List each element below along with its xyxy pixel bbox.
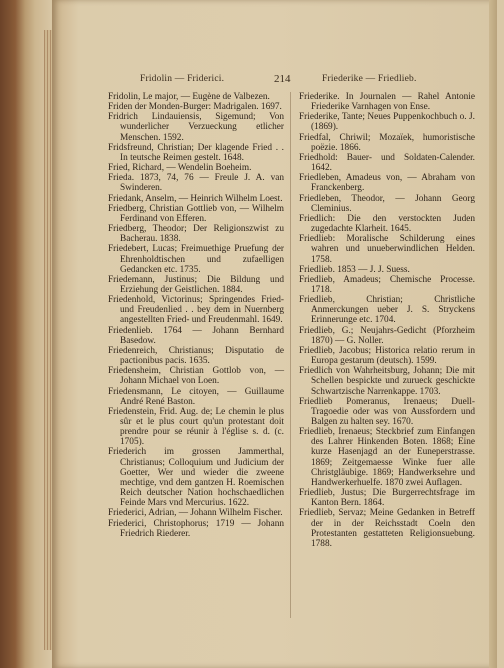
entry: Friedlieb, Irenaeus; Steckbrief zum Einfangen des Lahrer Hinkenden Boten. 1868; Eine kurze Hasenjagd an der Euneperstrasse. 1869; Zeitgemaesse Winke fuer alle Christgläubige. 1869; Handwerksehre und Handwerkerhuelfe. 1870 zwei Auflagen. xyxy=(299,427,475,488)
entry: Friedlieb: Moralische Schilderung eines wahren und unueberwindlichen Helden. 1758. xyxy=(299,234,475,265)
entry: Friedlieb, Christian; Christliche Anmerckungen ueber J. S. Stryckens Erinnerunge etc. 1704. xyxy=(299,295,475,326)
entry: Friedleben, Theodor, — Johann Georg Cleminius. xyxy=(299,193,475,214)
page-number: 214 xyxy=(274,73,291,85)
entry: Friederike, Tante; Neues Puppenkochbuch o. J. (1869). xyxy=(299,112,475,133)
entry: Friedemann, Justinus; Die Bildung und Erziehung der Geistlichen. 1884. xyxy=(108,274,284,295)
page-edge xyxy=(489,0,497,668)
entry: Friedenstein, Frid. Aug. de; Le chemin le plus sûr et le plus court qu'un protestant doit prendre pour se réunir à l'église s. d. (c. 1705). xyxy=(108,406,284,448)
entry: Friedlieb Pomeranus, Irenaeus; Duell-Tragoedie oder was von Aussfordern und Balgen zu halten sey. 1670. xyxy=(299,396,475,427)
entry: Friedfal, Chriwil; Mozaïek, humoristische poëzie. 1866. xyxy=(299,132,475,153)
entry: Friedenlieb. 1764 — Johann Bernhard Basedow. xyxy=(108,325,284,346)
header-left: Fridolin — Friderici. xyxy=(140,74,225,84)
entry: Fried, Richard, — Wendelin Boeheim. xyxy=(108,163,252,174)
entry: Friedleben, Amadeus von, — Abraham von Franckenberg. xyxy=(299,173,475,194)
entry: Friederike. In Journalen — Rahel Antonie Friederike Varnhagen von Ense. xyxy=(299,92,475,113)
entry: Friden der Monden-Burger: Madrigalen. 1697. xyxy=(108,102,282,113)
left-column xyxy=(108,92,284,539)
entry: Friedlieb, Servaz; Meine Gedanken in Betreff der in der Reichsstadt Coeln den Protestanten gestatteten Religionsuebung. 1788. xyxy=(299,508,475,549)
entry: Friederici, Christophorus; 1719 — Johann Friedrich Riederer. xyxy=(108,518,284,539)
entry: Friedberg, Theodor; Der Religionszwist zu Bacherau. 1838. xyxy=(108,224,284,245)
right-column xyxy=(299,92,475,549)
entry: Friedlieb, Jacobus; Historica relatio rerum in Europa gestarum (deutsch). 1599. xyxy=(299,345,475,367)
header-right: Friederike — Friedlieb. xyxy=(322,74,417,84)
entry: Friedebert, Lucas; Freimuethige Pruefung der Ehrenholdtischen und zufaelligen Gedancken etc. 1735. xyxy=(108,244,284,275)
entry: Friedenhold, Victorinus; Springendes Fried- und Freudenlied . . bey dem in Nuernberg angestellten Fried- und Freudenmahl. 1649. xyxy=(108,295,284,326)
entry: Friedensheim, Christian Gottlob von, — Johann Michael von Loen. xyxy=(108,366,284,387)
entry: Friederich im grossen Jammerthal, Christianus; Colloquium und Judicium der Goetter, Wer und wieder die zweene mechtige, vnd dem gantzen H. Roemischen Reich deutscher Nation hochschaedlichen Feinde Mars vnd Mercurius. 1622. xyxy=(108,447,284,509)
entry: Fridolin, Le major, — Eugène de Valbezen. xyxy=(108,92,270,102)
entry: Friedensmann, Le citoyen, — Guillaume André René Baston. xyxy=(108,386,284,407)
entry: Friedlieb, Amadeus; Chemische Processe. 1718. xyxy=(299,274,475,295)
entry: Friedank, Anselm, — Heinrich Wilhelm Loest. xyxy=(108,193,283,204)
entry: Friedhold: Bauer- und Soldaten-Calender. 1642. xyxy=(299,152,475,174)
entry: Friedlieb, Justus; Die Burgerrechtsfrage im Kanton Bern. 1864. xyxy=(299,488,475,509)
entry: Fridrich Lindauiensis, Sigemund; Von wunderlicher Verzueckung etlicher Menschen. 1592. xyxy=(108,112,284,143)
entry: Friedberg, Christian Gottlieb von, — Wilhelm Ferdinand von Efferen. xyxy=(108,203,284,224)
column-divider xyxy=(290,92,291,618)
book-page xyxy=(52,0,497,668)
running-header xyxy=(52,74,497,88)
entry: Friedlieb. 1853 — J. J. Suess. xyxy=(299,264,410,275)
entry: Friedlich von Wahrheitsburg, Johann; Die mit Schellen bespickte und zurueck geschickte Schwartzische Narrenkappe. 1703. xyxy=(299,366,475,397)
entry: Friederici, Adrian, — Johann Wilhelm Fischer. xyxy=(108,508,283,519)
entry: Frieda. 1873, 74, 76 — Freule J. A. van Swinderen. xyxy=(108,173,284,194)
entry: Fridsfreund, Christian; Der klagende Fried . . In teutsche Reimen gestelt. 1648. xyxy=(108,142,284,163)
entry: Friedenreich, Christianus; Disputatio de pactionibus pacis. 1635. xyxy=(108,345,284,367)
entry: Friedlieb, G.; Neujahrs-Gedicht (Pforzheim 1870) — G. Noller. xyxy=(299,325,475,346)
entry: Friedlich: Die den verstockten Juden zugedachte Klarheit. 1645. xyxy=(299,213,475,235)
